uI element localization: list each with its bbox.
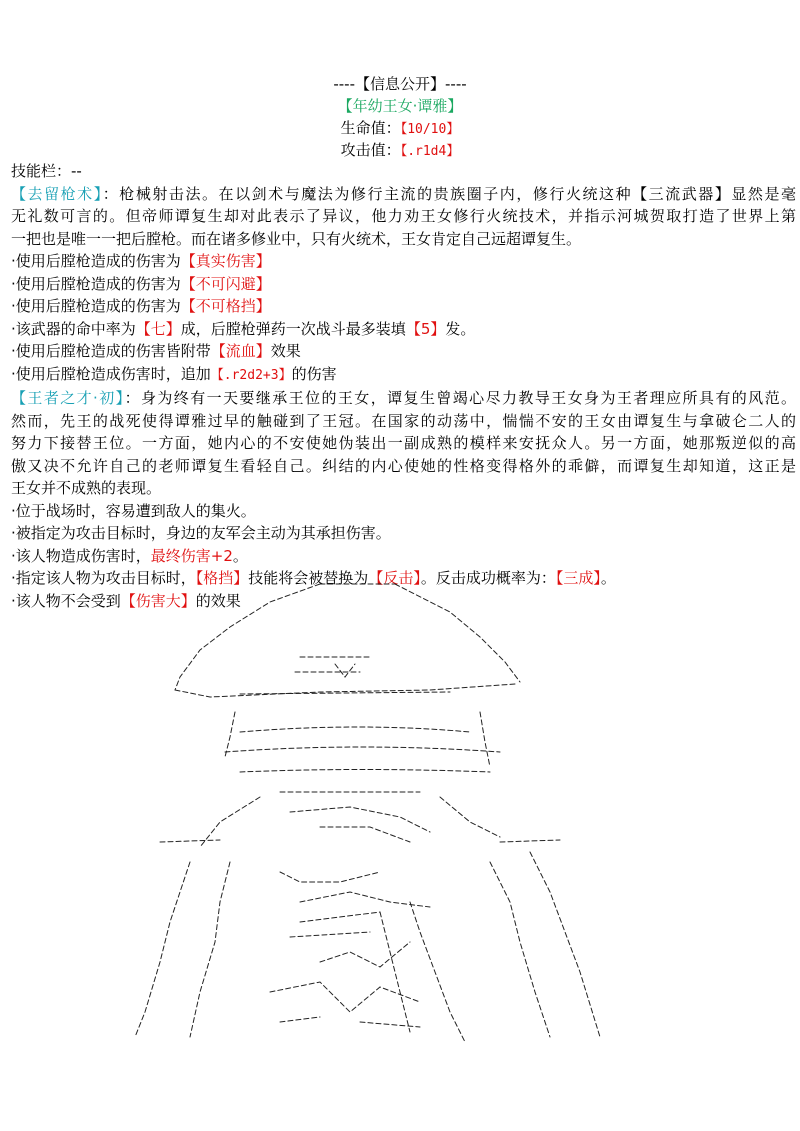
skill2-line4: 傲又决不允许自己的老师谭复生看轻自己。纠结的内心使她的性格变得格外的乖僻，而谭复生却知道，这正是 — [11, 456, 796, 475]
skill1-effect — [11, 363, 796, 388]
hp-label: 生命值： — [340, 119, 401, 137]
effect-highlight: 【格挡】 — [195, 569, 249, 587]
effect-text: ·被指定为攻击目标时，身边的友军会主动为其承担伤害。 — [11, 524, 391, 542]
hp-value: 【10/10】 — [400, 122, 460, 137]
effect-text: 的伤害 — [291, 364, 337, 383]
skill2-line5: 王女并不成熟的表现。 — [11, 479, 162, 497]
character-illustration — [120, 572, 680, 1052]
effect-highlight: 【不可格挡】 — [180, 297, 271, 315]
effect-text: 的效果 — [195, 591, 241, 610]
skill2-effect — [11, 545, 796, 568]
skills-section — [11, 160, 796, 612]
character-name: 【年幼王女·谭雅】 — [337, 97, 463, 115]
effect-text: 。 — [232, 546, 248, 565]
hp-row — [0, 117, 800, 141]
character-ascii-art — [120, 572, 680, 1052]
skill1-name: 【去留枪术】 — [11, 184, 103, 203]
effect-text: ·指定该人物为攻击目标时， — [11, 569, 196, 587]
effect-text: ·使用后膛枪造成的伤害为 — [11, 252, 181, 270]
skill1-effect — [11, 340, 796, 363]
skill1-effect — [11, 250, 796, 273]
skill2-desc-0: ：身为终有一天要继承王位的王女，谭复生曾竭心尽力教导王女身为王者理应所具有的风范。 — [124, 389, 796, 407]
skill2-effect — [11, 522, 796, 545]
skill1-effect — [11, 295, 796, 318]
skill2-line1 — [11, 387, 796, 410]
skill2-line2: 然而，先王的战死使得谭雅过早的触碰到了王冠。在国家的动荡中，惴惴不安的王女由谭复生与拿破仑二人的 — [11, 411, 796, 430]
effect-text: ·位于战场时，容易遭到敌人的集火。 — [11, 501, 256, 520]
effect-text: ·使用后膛枪造成伤害时，追加 — [11, 364, 211, 383]
skill1-desc-0: ：枪械射击法。在以剑术与魔法为修行主流的贵族圈子内，修行火统这种【三流武器】显然是毫 — [102, 184, 796, 203]
effect-highlight: 【反击】 — [368, 569, 421, 587]
info-title: ----【信息公开】---- — [333, 75, 467, 93]
effect-text: ·该武器的命中率为 — [11, 319, 136, 338]
skill1-effect — [11, 273, 796, 296]
effect-highlight: 【三成】 — [555, 569, 601, 587]
effect-highlight: 【5】 — [405, 319, 446, 338]
effect-highlight: 【不可闪避】 — [180, 274, 271, 293]
atk-value: 【.r1d4】 — [400, 144, 460, 159]
skill1-line3: 一把也是唯一一把后膛枪。而在诸多修业中，只有火统术，王女肯定自己远超谭复生。 — [11, 229, 582, 248]
effect-text: ·使用后膛枪造成的伤害皆附带 — [11, 342, 211, 360]
effect-highlight: 【伤害大】 — [120, 591, 196, 610]
skill1-effect — [11, 318, 796, 341]
effect-text: ·使用后膛枪造成的伤害为 — [11, 274, 181, 293]
skill1-line1 — [11, 183, 796, 206]
effect-highlight: 【真实伤害】 — [180, 252, 271, 270]
skill2-name: 【王者之才·初】 — [11, 389, 125, 407]
effect-highlight: 【流血】 — [210, 342, 271, 360]
effect-text: 发。 — [445, 319, 476, 338]
effect-highlight: 【七】 — [135, 319, 181, 338]
effect-text: 。 — [600, 569, 616, 587]
effect-highlight: 【.r2d2+3】 — [210, 367, 292, 383]
effect-text: ·该人物造成伤害时， — [11, 546, 151, 565]
effect-text: ·使用后膛枪造成的伤害为 — [11, 297, 181, 315]
skill1-line2: 无礼数可言的。但帝师谭复生却对此表示了异议，他力劝王女修行火统技术，并指示河城贺取打造了世界上第 — [11, 207, 796, 225]
effect-text: 。反击成功概率为： — [420, 569, 556, 587]
effect-text: ·该人物不会受到 — [11, 591, 121, 610]
atk-label: 攻击值： — [340, 141, 401, 159]
effect-text: 技能将会被替换为 — [248, 569, 369, 587]
effect-text: 效果 — [270, 342, 301, 360]
skills-label: 技能栏：-- — [11, 162, 82, 180]
effect-text: 成，后膛枪弹药一次战斗最多装填 — [180, 319, 406, 338]
skill2-effect — [11, 500, 796, 523]
skill2-line3: 努力下接替王位。一方面，她内心的不安使她伪装出一副成熟的模样来安抚众人。另一方面，她那叛逆似的高 — [11, 434, 796, 452]
effect-highlight: 最终伤害+2 — [150, 546, 233, 565]
